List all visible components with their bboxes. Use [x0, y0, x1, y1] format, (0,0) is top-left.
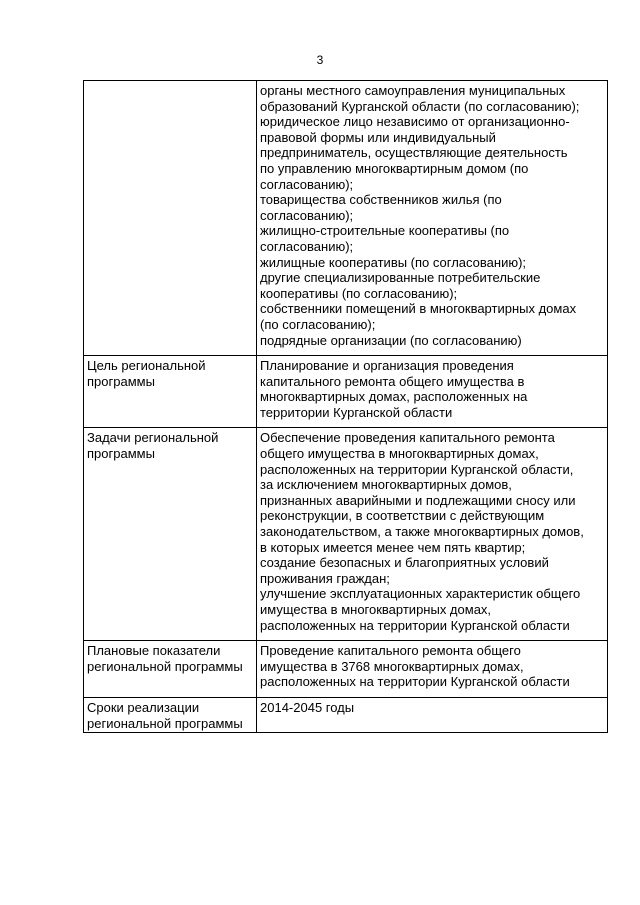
row-content-cell	[257, 428, 608, 641]
row-content-line: за исключением многоквартирных домов,	[260, 477, 512, 493]
table-row	[84, 697, 608, 732]
row-content-line: Проведение капитального ремонта общего	[260, 643, 521, 659]
page-number: 3	[316, 53, 324, 67]
row-content-line: образований Курганской области (по согласованию);	[260, 98, 580, 114]
row-label-line: программы	[87, 373, 155, 389]
row-label-line: Задачи региональной	[87, 430, 219, 446]
row-content-line: жилищно-строительные кооперативы (по	[260, 223, 510, 239]
table-row	[84, 428, 608, 641]
row-content-line: капитального ремонта общего имущества в	[260, 373, 525, 389]
row-label-cell	[84, 81, 257, 356]
row-content-cell	[257, 697, 608, 732]
row-content-line: в которых имеется менее чем пять квартир;	[260, 539, 526, 555]
row-content-line: Планирование и организация проведения	[260, 358, 514, 374]
row-content-cell	[257, 81, 608, 356]
row-content-cell	[257, 356, 608, 428]
row-content-line: проживания граждан;	[260, 570, 390, 586]
row-content-line: согласованию);	[260, 207, 354, 223]
row-content-line: улучшение эксплуатационных характеристик общего	[260, 586, 581, 602]
row-content-line: имущества в 3768 многоквартирных домах,	[260, 658, 524, 674]
table-row	[84, 356, 608, 428]
row-content-line: правовой формы или индивидуальный	[260, 129, 496, 145]
row-content-line: расположенных на территории Курганской области	[260, 617, 570, 633]
row-content-line: кооперативы (по согласованию);	[260, 285, 458, 301]
row-label-cell	[84, 697, 257, 732]
row-content-line: юридическое лицо независимо от организационно-	[260, 114, 570, 130]
row-content-line: реконструкции, в соответствии с действующим	[260, 508, 545, 524]
row-content-line: жилищные кооперативы (по согласованию);	[260, 254, 527, 270]
row-label-line: программы	[87, 446, 155, 462]
row-content-line: создание безопасных и благоприятных условий	[260, 555, 549, 571]
row-content-line: имущества в многоквартирных домах,	[260, 602, 492, 617]
row-label-cell	[84, 428, 257, 641]
row-content-line: подрядные организации (по согласованию)	[260, 332, 522, 348]
row-content-line: согласованию);	[260, 176, 354, 192]
row-content-line: по управлению многоквартирным домом (по	[260, 160, 529, 176]
row-label-cell	[84, 356, 257, 428]
cell-spacer	[260, 420, 604, 426]
row-content-line: многоквартирных домах, расположенных на	[260, 389, 528, 405]
table-row	[84, 641, 608, 698]
row-content-line: товарищества собственников жилья (по	[260, 192, 502, 208]
row-content-line: территории Курганской области	[260, 404, 453, 420]
row-content-line: законодательством, а также многоквартирных домов,	[260, 524, 584, 540]
row-content-line: (по согласованию);	[260, 316, 376, 332]
row-content-line: признанных аварийными и подлежащими сносу или	[260, 492, 576, 508]
row-content-line: согласованию);	[260, 238, 354, 254]
row-content-line: расположенных на территории Курганской области,	[260, 461, 574, 477]
row-content-line: 2014-2045 годы	[260, 699, 355, 715]
row-content-cell	[257, 641, 608, 698]
row-content-line: предприниматель, осуществляющие деятельность	[260, 145, 568, 161]
row-label-line: Сроки реализации	[87, 699, 200, 715]
row-label-cell	[84, 641, 257, 698]
cell-spacer	[260, 348, 604, 354]
row-content-line: другие специализированные потребительские	[260, 270, 541, 286]
cell-spacer	[260, 633, 604, 639]
row-content-line: органы местного самоуправления муниципальных	[260, 83, 566, 98]
row-label-line: региональной программы	[87, 658, 243, 674]
table-row	[84, 81, 608, 356]
program-passport-table	[83, 80, 608, 733]
row-label-line: Цель региональной	[87, 358, 206, 374]
row-content-line: расположенных на территории Курганской области	[260, 674, 570, 690]
row-content-line: общего имущества в многоквартирных домах,	[260, 446, 539, 462]
row-label-line: региональной программы	[87, 715, 243, 731]
cell-spacer	[260, 690, 604, 696]
row-label-line: Плановые показатели	[87, 643, 221, 659]
row-content-line: Обеспечение проведения капитального ремонта	[260, 430, 555, 446]
row-content-line: собственники помещений в многоквартирных домах	[260, 301, 577, 317]
table-body	[84, 81, 608, 733]
